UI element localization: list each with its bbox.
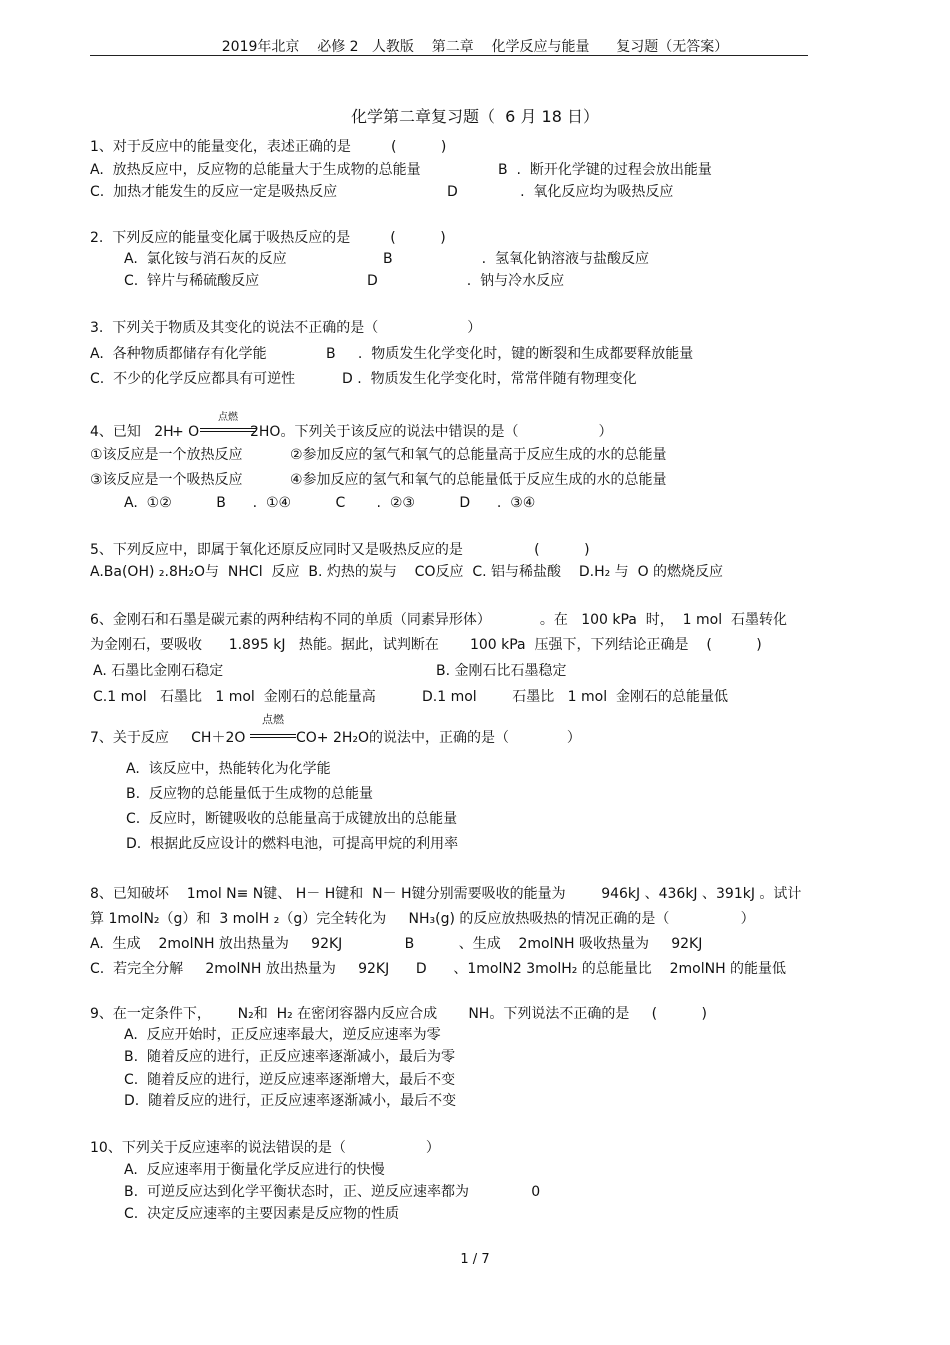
q1-option-b: B . 断开化学键的过程会放出能量 xyxy=(498,162,712,178)
q6-option-b: B. 金刚石比石墨稳定 xyxy=(436,663,567,679)
q2-option-c: C. 锌片与稀硫酸反应 xyxy=(124,273,260,289)
q9-stem: 9、在一定条件下， N₂和 H₂ 在密闭容器内反应合成 NH。下列说法不正确的是 ( ) xyxy=(90,1006,708,1022)
q10-stem: 10、下列关于反应速率的说法错误的是（ ） xyxy=(90,1140,440,1156)
q1-option-d: D . 氧化反应均为吸热反应 xyxy=(447,184,674,200)
q4-statement-4: ④参加反应的氢气和氧气的总能量低于反应生成的水的总能量 xyxy=(290,472,667,488)
q1-option-c: C. 加热才能发生的反应一定是吸热反应 xyxy=(90,184,338,200)
q5-options: A.Ba(OH) ₂.8H₂O与 NHCl 反应 B. 灼热的炭与 CO反应 C. 铝与稀盐酸 D.H₂ 与 O 的燃烧反应 xyxy=(90,564,724,580)
q1-option-a: A. 放热反应中，反应物的总能量大于生成物的总能量 xyxy=(90,162,421,178)
q7-reaction-arrow xyxy=(250,714,296,748)
q4-stem-start: 4、已知 2H xyxy=(90,424,174,440)
q4-options: A. ①② B . ①④ C . ②③ D . ③④ xyxy=(124,495,536,511)
q2-stem: 2. 下列反应的能量变化属于吸热反应的是 ( ) xyxy=(90,230,446,246)
q2-option-b: B . 氢氧化钠溶液与盐酸反应 xyxy=(383,251,649,267)
q10-option-b: B. 可逆反应达到化学平衡状态时，正、逆反应速率都为 0 xyxy=(124,1184,541,1200)
q4-statement-3: ③该反应是一个吸热反应 xyxy=(90,472,243,488)
q7-condition-label: 点燃 xyxy=(262,713,284,726)
q2-option-a: A. 氯化铵与消石灰的反应 xyxy=(124,251,287,267)
q10-option-c: C. 决定反应速率的主要因素是反应物的性质 xyxy=(124,1206,400,1222)
q4-equation-reactant-o2: + O xyxy=(172,424,200,440)
q9-option-d: D. 随着反应的进行，正反应速率逐渐减小，最后不变 xyxy=(124,1093,457,1109)
q6-option-d: D.1 mol 石墨比 1 mol 金刚石的总能量低 xyxy=(422,689,728,705)
q8-stem-line2: 算 1molN₂（g）和 3 molH ₂（g）完全转化为 NH₃(g) 的反应放热吸热的情况正确的是（ ） xyxy=(90,911,755,927)
q4-stem-end: 2HO。下列关于该反应的说法中错误的是（ ） xyxy=(250,424,613,440)
q9-option-b: B. 随着反应的进行，正反应速率逐渐减小，最后为零 xyxy=(124,1049,455,1065)
q7-stem-end: CO+ 2H₂O的说法中，正确的是（ ） xyxy=(296,730,581,746)
q8-stem-line1: 8、已知破坏 1mol N≡ N键、 H－ H键和 N－ H键分别需要吸收的能量为 946kJ 、436kJ 、391kJ 。试计 xyxy=(90,886,802,902)
header-rule xyxy=(90,55,808,56)
q4-reaction-arrow xyxy=(200,413,256,443)
q8-options-ab: A. 生成 2molNH 放出热量为 92KJ B 、生成 2molNH 吸收热量为 92KJ xyxy=(90,936,703,952)
q4-condition-label: 点燃 xyxy=(218,412,238,423)
q3-option-a: A. 各种物质都储存有化学能 xyxy=(90,346,267,362)
q9-option-c: C. 随着反应的进行，逆反应速率逐渐增大，最后不变 xyxy=(124,1072,456,1088)
q3-option-b: B . 物质发生化学变化时，键的断裂和生成都要释放能量 xyxy=(326,346,694,362)
q7-option-b: B. 反应物的总能量低于生成物的总能量 xyxy=(126,786,373,802)
running-header: 2019年北京 必修 2 人教版 第二章 化学反应与能量 复习题（无答案） xyxy=(221,39,729,55)
q3-option-c: C. 不少的化学反应都具有可逆性 xyxy=(90,371,296,387)
q1-stem: 1、对于反应中的能量变化，表述正确的是 ( ) xyxy=(90,139,447,155)
q6-option-c: C.1 mol 石墨比 1 mol 金刚石的总能量高 xyxy=(93,689,376,705)
q6-option-a: A. 石墨比金刚石稳定 xyxy=(93,663,224,679)
q8-options-cd: C. 若完全分解 2molNH 放出热量为 92KJ D 、1molN2 3molH₂ 的总能量比 2molNH 的能量低 xyxy=(90,961,787,977)
q3-stem: 3. 下列关于物质及其变化的说法不正确的是（ ） xyxy=(90,320,482,336)
q7-arrow-line-bottom xyxy=(250,737,296,738)
q2-option-d: D . 钠与冷水反应 xyxy=(367,273,565,289)
q10-option-a: A. 反应速率用于衡量化学反应进行的快慢 xyxy=(124,1162,385,1178)
q4-statement-2: ②参加反应的氢气和氧气的总能量高于反应生成的水的总能量 xyxy=(290,447,667,463)
q4-statement-1: ①该反应是一个放热反应 xyxy=(90,447,243,463)
page-number: 1 / 7 xyxy=(460,1252,490,1267)
q9-option-a: A. 反应开始时，正反应速率最大，逆反应速率为零 xyxy=(124,1027,441,1043)
page-title: 化学第二章复习题（ 6 月 18 日） xyxy=(351,107,599,126)
q7-option-a: A. 该反应中，热能转化为化学能 xyxy=(126,761,331,777)
q7-option-c: C. 反应时，断键吸收的总能量高于成键放出的总能量 xyxy=(126,811,458,827)
q4-arrow-line-bottom xyxy=(200,431,256,432)
q7-option-d: D. 根据此反应设计的燃料电池，可提高甲烷的利用率 xyxy=(126,836,459,852)
q7-arrow-line-top xyxy=(250,734,296,735)
q3-option-d: D . 物质发生化学变化时，常常伴随有物理变化 xyxy=(342,371,637,387)
q6-stem-line2: 为金刚石，要吸收 1.895 kJ 热能。据此，试判断在 100 kPa 压强下，下列结论正确是 ( ) xyxy=(90,637,762,653)
q6-stem-line1: 6、金刚石和石墨是碳元素的两种结构不同的单质（同素异形体） 。在 100 kPa 时， 1 mol 石墨转化 xyxy=(90,612,788,628)
q4-arrow-line-top xyxy=(200,428,256,429)
q7-stem-start: 7、关于反应 CH＋2O xyxy=(90,730,246,746)
q5-stem: 5、下列反应中，即属于氧化还原反应同时又是吸热反应的是 ( ) xyxy=(90,542,590,558)
